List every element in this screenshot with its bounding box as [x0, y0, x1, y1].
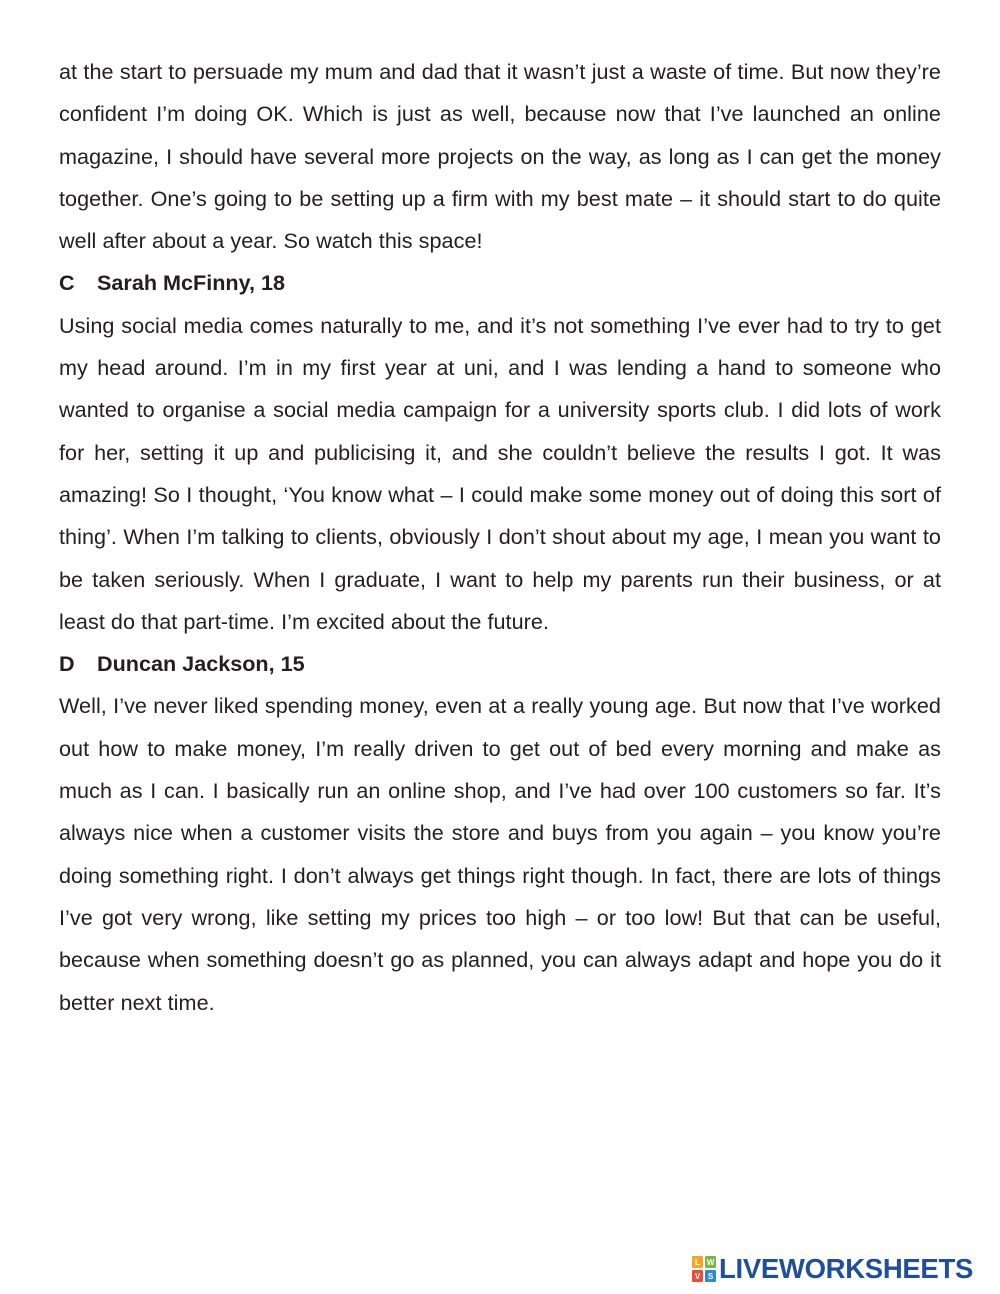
- section-d-letter: D: [59, 651, 75, 677]
- document-body: [59, 51, 941, 1024]
- paragraph-b-continuation: at the start to persuade my mum and dad that it wasn’t just a waste of time. But now they’re confident I’m doing OK. Which is just as well, because now that I’ve launched an online magazine, I should have several more projects on the way, as long as I can get the money together. One’s going to be setting up a firm with my best mate – it should start to do quite well after about a year. So watch this space!: [59, 59, 941, 254]
- section-c-paragraph: Using social media comes naturally to me, and it’s not something I’ve ever had to try to get my head around. I’m in my first year at uni, and I was lending a hand to someone who wanted to organise a social media campaign for a university sports club. I did lots of work for her, setting it up and publicising it, and she couldn’t believe the results I got. It was amazing! So I thought, ‘You know what – I could make some money out of doing this sort of thing’. When I’m talking to clients, obviously I don’t shout about my age, I mean you want to be taken seriously. When I graduate, I want to help my parents run their business, or at least do that part-time. I’m excited about the future.: [59, 312, 941, 634]
- section-c-letter: C: [59, 270, 75, 296]
- section-c-name: Sarah McFinny, 18: [97, 270, 286, 296]
- liveworksheets-wordmark: LIVEWORKSHEETS: [719, 1253, 974, 1284]
- section-d-heading: [59, 643, 941, 685]
- logo-tile: S: [705, 1270, 716, 1282]
- liveworksheets-logo[interactable]: [692, 1252, 973, 1286]
- section-d-name: Duncan Jackson, 15: [97, 651, 305, 677]
- liveworksheets-logo-icon: [692, 1256, 716, 1282]
- section-c-heading: [59, 262, 941, 304]
- logo-tile: W: [706, 1257, 715, 1267]
- logo-tile: L: [692, 1256, 703, 1268]
- logo-tile: V: [692, 1270, 703, 1282]
- section-d-paragraph: Well, I’ve never liked spending money, even at a really young age. But now that I’ve worked out how to make money, I’m really driven to get out of bed every morning and make as much as I can. I basically run an online shop, and I’ve had over 100 customers so far. It’s always nice when a customer visits the store and buys from you again – you know you’re doing something right. I don’t always get things right though. In fact, there are lots of things I’ve got very wrong, like setting my prices too high – or too low! But that can be useful, because when something doesn’t go as planned, you can always adapt and hope you do it better next time.: [59, 693, 941, 1015]
